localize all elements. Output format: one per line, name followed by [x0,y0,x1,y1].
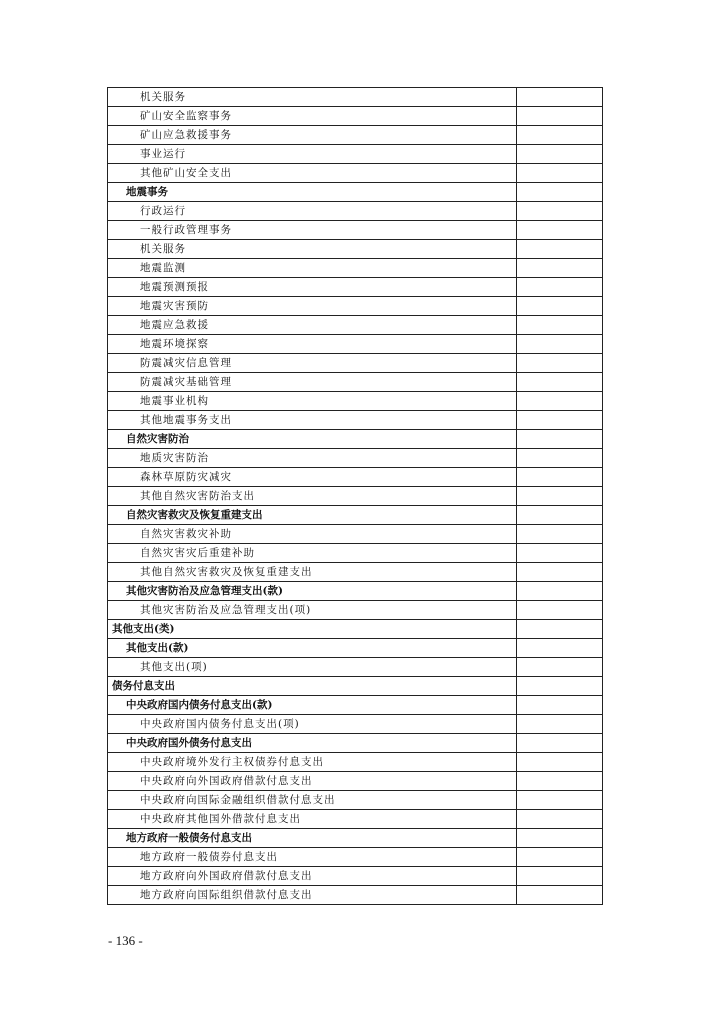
row-value [517,810,603,829]
table-row [108,202,603,221]
row-value [517,468,603,487]
table-row [108,392,603,411]
row-label: 行政运行 [108,202,517,221]
row-label: 自然灾害救灾补助 [108,525,517,544]
row-value [517,525,603,544]
table-row [108,848,603,867]
table-row [108,107,603,126]
budget-table [107,87,603,905]
table-row [108,145,603,164]
row-label: 中央政府境外发行主权债券付息支出 [108,753,517,772]
row-label: 地震监测 [108,259,517,278]
row-label: 其他地震事务支出 [108,411,517,430]
row-label: 矿山应急救援事务 [108,126,517,145]
row-label: 事业运行 [108,145,517,164]
table-row [108,563,603,582]
row-value [517,753,603,772]
row-label: 中央政府国外债务付息支出 [108,734,517,753]
row-label: 机关服务 [108,240,517,259]
table-row [108,430,603,449]
row-value [517,563,603,582]
row-value [517,259,603,278]
row-value [517,221,603,240]
row-value [517,202,603,221]
table-row [108,677,603,696]
table-row [108,487,603,506]
row-value [517,145,603,164]
row-label: 地震灾害预防 [108,297,517,316]
row-label: 自然灾害救灾及恢复重建支出 [108,506,517,525]
row-label: 地震预测预报 [108,278,517,297]
row-value [517,620,603,639]
row-label: 债务付息支出 [108,677,517,696]
row-label: 地方政府一般债券付息支出 [108,848,517,867]
row-value [517,658,603,677]
row-value [517,544,603,563]
row-value [517,829,603,848]
row-value [517,886,603,905]
table-row [108,753,603,772]
row-label: 其他自然灾害救灾及恢复重建支出 [108,563,517,582]
row-label: 防震减灾基础管理 [108,373,517,392]
row-label: 一般行政管理事务 [108,221,517,240]
table-row [108,278,603,297]
row-value [517,126,603,145]
table-row [108,791,603,810]
table-row [108,506,603,525]
row-label: 其他支出(类) [108,620,517,639]
row-label: 其他灾害防治及应急管理支出(款) [108,582,517,601]
row-value [517,867,603,886]
row-label: 其他灾害防治及应急管理支出(项) [108,601,517,620]
row-value [517,639,603,658]
table-row [108,582,603,601]
row-label: 其他矿山安全支出 [108,164,517,183]
table-row [108,183,603,202]
row-label: 中央政府国内债务付息支出(项) [108,715,517,734]
table-row [108,658,603,677]
row-value [517,487,603,506]
table-row [108,525,603,544]
table-row [108,411,603,430]
table-row [108,772,603,791]
row-value [517,278,603,297]
row-label: 自然灾害防治 [108,430,517,449]
row-label: 地震事务 [108,183,517,202]
table-row [108,221,603,240]
row-value [517,88,603,107]
table-body [108,88,603,905]
row-label: 中央政府国内债务付息支出(款) [108,696,517,715]
table-row [108,468,603,487]
row-value [517,734,603,753]
row-value [517,791,603,810]
row-value [517,696,603,715]
row-value [517,373,603,392]
row-label: 森林草原防灾减灾 [108,468,517,487]
row-value [517,449,603,468]
table-row [108,867,603,886]
row-value [517,335,603,354]
table-row [108,886,603,905]
row-label: 地震应急救援 [108,316,517,335]
row-value [517,715,603,734]
row-value [517,506,603,525]
table-row [108,164,603,183]
table-row [108,734,603,753]
table-row [108,126,603,145]
table-row [108,544,603,563]
table-row [108,259,603,278]
row-value [517,183,603,202]
table-row [108,639,603,658]
row-value [517,848,603,867]
row-label: 机关服务 [108,88,517,107]
row-value [517,240,603,259]
table-row [108,696,603,715]
table-row [108,810,603,829]
table-row [108,601,603,620]
row-value [517,430,603,449]
row-label: 自然灾害灾后重建补助 [108,544,517,563]
table-row [108,620,603,639]
row-value [517,411,603,430]
row-value [517,164,603,183]
row-label: 地质灾害防治 [108,449,517,468]
table-row [108,449,603,468]
row-value [517,297,603,316]
table-row [108,316,603,335]
row-value [517,677,603,696]
table-row [108,715,603,734]
row-label: 其他支出(款) [108,639,517,658]
row-label: 防震减灾信息管理 [108,354,517,373]
row-label: 地方政府一般债务付息支出 [108,829,517,848]
table-row [108,829,603,848]
row-value [517,772,603,791]
table-row [108,240,603,259]
table-row [108,88,603,107]
row-label: 中央政府其他国外借款付息支出 [108,810,517,829]
row-value [517,601,603,620]
row-label: 中央政府向国际金融组织借款付息支出 [108,791,517,810]
row-label: 地震事业机构 [108,392,517,411]
row-label: 地方政府向国际组织借款付息支出 [108,886,517,905]
row-label: 中央政府向外国政府借款付息支出 [108,772,517,791]
row-label: 地震环境探察 [108,335,517,354]
table-row [108,297,603,316]
row-label: 矿山安全监察事务 [108,107,517,126]
page-number: - 136 - [108,933,143,948]
row-value [517,392,603,411]
row-label: 其他支出(项) [108,658,517,677]
row-value [517,316,603,335]
row-value [517,107,603,126]
row-value [517,582,603,601]
table-row [108,335,603,354]
table-row [108,354,603,373]
row-value [517,354,603,373]
row-label: 其他自然灾害防治支出 [108,487,517,506]
row-label: 地方政府向外国政府借款付息支出 [108,867,517,886]
table-row [108,373,603,392]
